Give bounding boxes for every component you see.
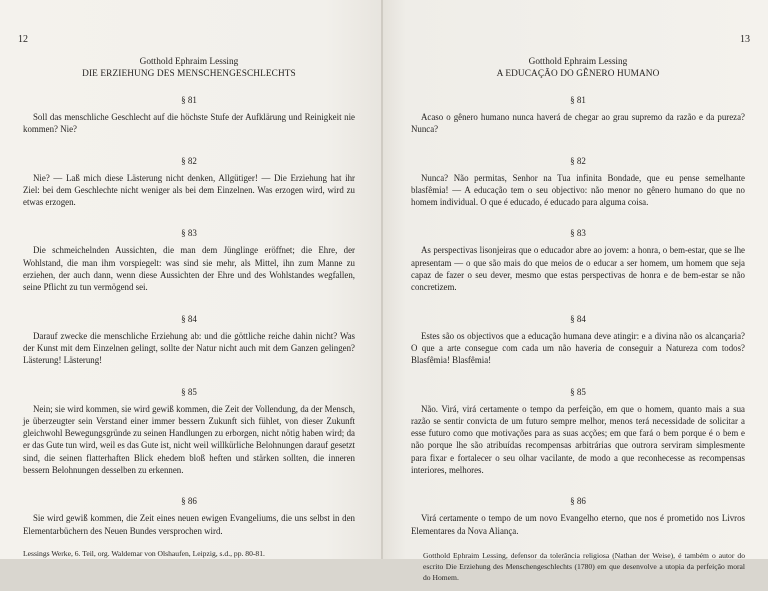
- paragraph: Nein; sie wird kommen, sie wird gewiß kommen, die Zeit der Vollendung, da der Mensch, je überzeugter sein Verstand einer immer bessern Zukunft sich fühlet, von dieser Zukunft gleichwohl Bewegungsgründe zu seinen Handlungen zu erborgen, nicht nötig haben wird; da er das Gute tun wird, weil es das Gute ist, nicht weil willkürliche Belohnungen darauf gesetzt sind, die seinen flatterhaften Blick ehedem bloß heften und stärken sollten, die inneren bessern Belohnungen desselben zu erkennen.: [23, 403, 355, 476]
- section-heading: § 85: [181, 386, 197, 397]
- paragraph: Die schmeichelnden Aussichten, die man dem Jünglinge eröffnet; die Ehre, der Wohlstand, die man ihm vorspiegelt: was sind sie mehr, als Mittel, ihn zum Manne zu erziehen, der auch dann, wenn diese Aussichten der Ehre und des Wohlstandes wegfallen, seine Pflicht zu tun vermögend sei.: [23, 245, 355, 293]
- right-page: [383, 0, 768, 582]
- paragraph: Estes são os objectivos que a educação humana deve atingir: e a divina não os alcançaria? O que a arte consegue com cada um não haveria de conseguir a Natureza com todos? Blasfêmia! Blasfêmia!: [411, 330, 745, 366]
- right-page-content: [411, 56, 745, 591]
- paragraph: As perspectivas lisonjeiras que o educador abre ao jovem: a honra, o bem-estar, que se lhe apresentam — o que são mais do que meios de o educar a ser homem, um homem que seja capaz de fazer o seu dever, mesmo que estas perspectivas de honra e de bem-estar se não concretizem.: [411, 245, 745, 293]
- section-heading: § 83: [181, 228, 197, 239]
- paragraph: Nunca? Não permitas, Senhor na Tua infinita Bondade, que eu pense semelhante blasfêmia! — A educação tem o seu objectivo: não menor no gênero humano do que no homem individual. O que é educado, é educado para alguma coisa.: [411, 172, 745, 208]
- section-heading: § 86: [181, 496, 197, 507]
- page-title: DIE ERZIEHUNG DES MENSCHENGESCHLECHTS: [82, 69, 296, 79]
- page-number: 13: [740, 34, 750, 45]
- section-heading: § 84: [570, 313, 586, 324]
- left-page: [0, 0, 383, 559]
- section-heading: § 81: [570, 95, 586, 105]
- section-heading: § 86: [570, 496, 586, 507]
- left-page-content: [23, 56, 355, 567]
- paragraph: Não. Virá, virá certamente o tempo da perfeição, em que o homem, quanto mais a sua razão se sentir convicta de um futuro sempre melhor, menos terá necessidade de solicitar a esse futuro como que motivações para as suas acções; em que fará o bem porque é o bem e não porque lhe são atribuídas recompensas arbitrárias que outrora serviram simplesmente para fixar e fortalecer o seu olhar vacilante, de modo a que reconhecesse as recompensas interiores, melhores.: [411, 403, 745, 476]
- paragraph: Darauf zwecke die menschliche Erziehung ab: und die göttliche reiche dahin nicht? Was der Kunst mit dem Einzelnen gelingt, sollte der Natur nicht auch mit dem Ganzen gelingen? Lästerung! Lästerung!: [23, 330, 355, 366]
- editorial-note: Gotthold Ephraim Lessing, defensor da tolerância religiosa (Nathan der Weise), é também o autor do escrito Die Erziehung des Menschengeschlechts (1780) em que desenvolve a utopia da perfeição moral do Homem.: [423, 550, 745, 582]
- paragraph: Sie wird gewiß kommen, die Zeit eines neuen ewigen Evangeliums, die uns selbst in den Elementarbüchern des Neuen Bundes versprochen wird.: [23, 513, 355, 536]
- paragraph: Acaso o gênero humano nunca haverá de chegar ao grau supremo da razão e da pureza? Nunca?: [411, 112, 745, 135]
- author-line: Gotthold Ephraim Lessing: [528, 57, 628, 67]
- page-number: 12: [18, 34, 28, 45]
- section-heading: § 84: [181, 313, 197, 324]
- section-heading: § 85: [570, 386, 586, 397]
- section-heading: § 83: [570, 228, 586, 239]
- section-heading: § 81: [181, 95, 197, 105]
- paragraph: Soll das menschliche Geschlecht auf die höchste Stufe der Aufklärung und Reinigkeit nie kommen? Nie?: [23, 112, 355, 135]
- paragraph: Nie? — Laß mich diese Lästerung nicht denken, Allgütiger! — Die Erziehung hat ihr Ziel: bei dem Geschlechte nicht weniger als bei dem Einzelnen. Was erzogen wird, wird zu etwas erzogen.: [23, 172, 355, 208]
- citation: Lessings Werke, 6. Teil, org. Waldemar von Olshaufen, Leipzig, s.d., pp. 80-81.: [23, 548, 265, 558]
- section-heading: § 82: [181, 155, 197, 166]
- page-title: A EDUCAÇÃO DO GÊNERO HUMANO: [496, 69, 660, 79]
- paragraph: Virá certamente o tempo de um novo Evangelho eterno, que nos é prometido nos Livros Elementares da Nova Aliança.: [411, 513, 745, 536]
- section-heading: § 82: [570, 155, 586, 166]
- author-line: Gotthold Ephraim Lessing: [139, 57, 239, 67]
